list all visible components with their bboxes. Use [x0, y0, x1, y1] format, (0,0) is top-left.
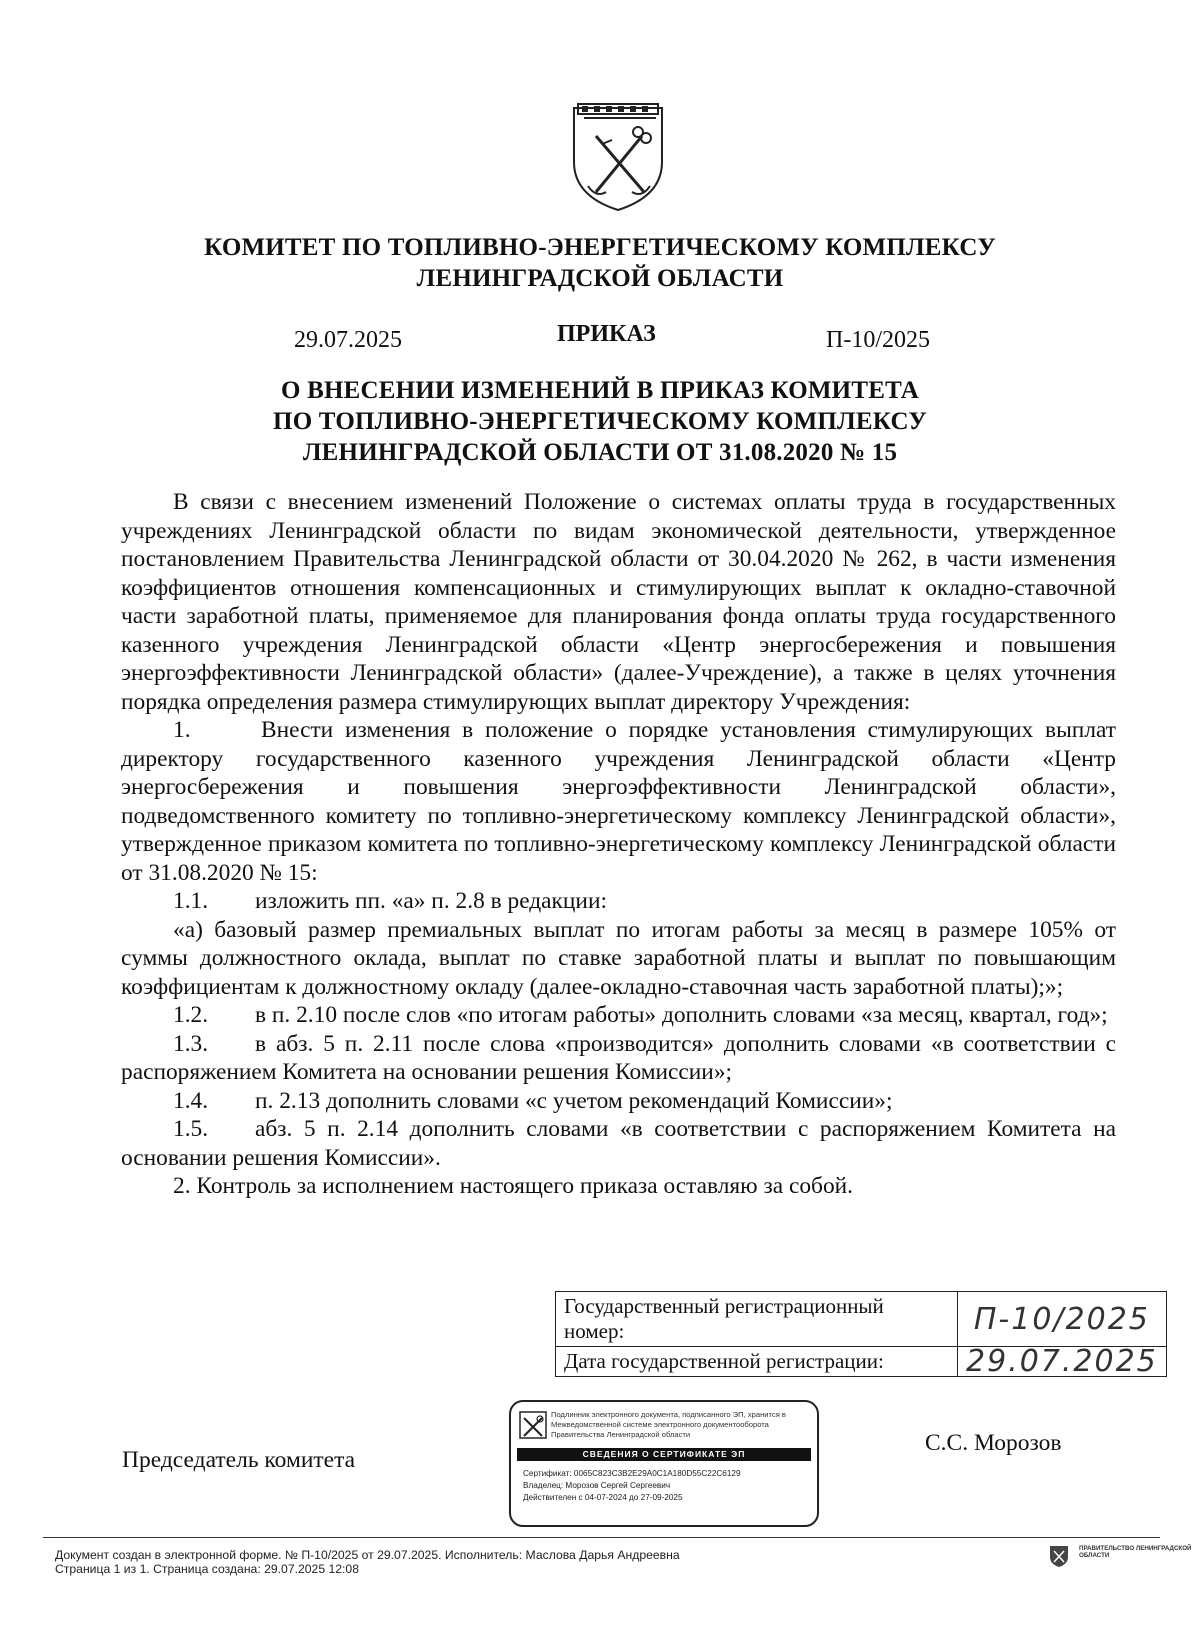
item-1-1	[121, 887, 1116, 916]
item-text: в абз. 5 п. 2.11 после слова «производится» дополнить словами «в соответствии с распоряжением Комитета на основании решения Комиссии»;	[121, 1030, 1116, 1085]
item-text: в п. 2.10 после слов «по итогам работы» дополнить словами «за месяц, квартал, год»;	[255, 1002, 1108, 1028]
preamble-paragraph: В связи с внесением изменений Положение о системах оплаты труда в государственных учреждениях Ленинградской области по видам экономической деятельности, утвержденное постановлением Правительства Ленинградской области от 30.04.2020 № 262, в части изменения коэффициентов отношения компенсационных и стимулирующих выплат к окладно-ставочной части заработной платы, применяемое для планирования фонда оплаты труда государственного казенного учреждения Ленинградской области «Центр энергосбережения и повышения энергоэффективности Ленинградской области» (далее-Учреждение), а также в целях уточнения порядка определения размера стимулирующих выплат директору Учреждения:	[121, 489, 1116, 715]
footer-info	[55, 1548, 680, 1576]
item-number: 1.2.	[173, 1002, 209, 1028]
registration-number-label: Государственный регистрационный номер:	[556, 1292, 958, 1347]
certificate-title: СВЕДЕНИЯ О СЕРТИФИКАТЕ ЭП	[517, 1448, 811, 1461]
certificate-serial: Сертификат: 0065C823C3B2E29A0C1A180D55C22C6129	[523, 1469, 741, 1478]
electronic-signature-stamp	[509, 1400, 819, 1527]
organization-name-line1: КОМИТЕТ ПО ТОПЛИВНО-ЭНЕРГЕТИЧЕСКОМУ КОМПЛЕКСУ	[204, 234, 996, 261]
registration-date-row	[556, 1347, 1167, 1377]
registration-date-value: 29.07.2025	[958, 1347, 1167, 1377]
coat-of-arms-emblem	[566, 100, 670, 212]
order-number: П-10/2025	[826, 327, 930, 353]
item-number: 1.1.	[173, 888, 209, 914]
item-1	[121, 716, 1116, 887]
registration-number-value: П-10/2025	[958, 1292, 1167, 1347]
item-text: Внести изменения в положение о порядке установления стимулирующих выплат директору государственного казенного учреждения Ленинградской области «Центр энергосбережения и повышения энергоэффективности Ленинградской области», подведомственного комитету по топливно-энергетическому комплексу Ленинградской области», утвержденное приказом комитета по топливно-энергетическому комплексу Ленинградской области от 31.08.2020 № 15:	[121, 717, 1116, 886]
item-number: 1.4.	[173, 1087, 209, 1114]
order-date: 29.07.2025	[294, 327, 402, 353]
subject-line1: О ВНЕСЕНИИ ИЗМЕНЕНИЙ В ПРИКАЗ КОМИТЕТА	[281, 377, 919, 404]
organization-title	[0, 232, 1200, 294]
item-1-5	[121, 1115, 1116, 1172]
subject-line2: ПО ТОПЛИВНО-ЭНЕРГЕТИЧЕСКОМУ КОМПЛЕКСУ	[273, 408, 927, 435]
signatory-position: Председатель комитета	[122, 1447, 356, 1473]
subject-line3: ЛЕНИНГРАДСКОЙ ОБЛАСТИ ОТ 31.08.2020 № 15	[302, 439, 898, 466]
signature-note: Подлинник электронного документа, подписанного ЭП, хранится в Межведомственной системе электронного документооборота Правительства Ленинградской области	[551, 1410, 786, 1439]
certificate-validity: Действителен с 04-07-2024 до 27-09-2025	[523, 1493, 683, 1502]
order-subject	[0, 375, 1200, 468]
item-text: изложить пп. «а» п. 2.8 в редакции:	[255, 888, 607, 914]
signatory-name: С.С. Морозов	[925, 1430, 1062, 1456]
item-1-2	[121, 1001, 1116, 1030]
item-2: 2. Контроль за исполнением настоящего приказа оставляю за собой.	[173, 1173, 854, 1199]
document-type-label: ПРИКАЗ	[557, 321, 656, 347]
item-text: п. 2.13 дополнить словами «с учетом рекомендаций Комиссии»;	[255, 1087, 893, 1114]
organization-name-line2: ЛЕНИНГРАДСКОЙ ОБЛАСТИ	[416, 265, 784, 292]
item-1-1-quote: «а) базовый размер премиальных выплат по итогам работы за месяц в размере 105% от суммы должностного оклада, выплат по ставке заработной платы и выплат по повышающим коэффициентам к должностному окладу (далее-окладно-ставочная часть заработной платы);»;	[121, 916, 1116, 1000]
certificate-owner: Владелец: Морозов Сергей Сергеевич	[523, 1481, 671, 1490]
item-number: 1.	[173, 717, 191, 743]
order-body	[121, 488, 1116, 1201]
footer-divider	[43, 1537, 1160, 1538]
registration-date-label: Дата государственной регистрации:	[556, 1347, 958, 1377]
footer-line2: Страница 1 из 1. Страница создана: 29.07.2025 12:08	[55, 1562, 359, 1576]
item-1-4	[121, 1087, 1116, 1116]
item-number: 1.3.	[173, 1030, 209, 1057]
item-text: абз. 5 п. 2.14 дополнить словами «в соответствии с распоряжением Комитета на основании решения Комиссии».	[121, 1116, 1116, 1171]
government-label: ПРАВИТЕЛЬСТВО ЛЕНИНГРАДСКОЙ ОБЛАСТИ	[1079, 1545, 1192, 1559]
item-1-3	[121, 1030, 1116, 1087]
emblem-icon	[518, 1410, 548, 1440]
registration-table	[555, 1291, 1167, 1377]
item-number: 1.5.	[173, 1116, 209, 1142]
footer-line1: Документ создан в электронной форме. № П-10/2025 от 29.07.2025. Исполнитель: Маслова Дарья Андреевна	[55, 1548, 680, 1562]
government-logo-icon	[1048, 1544, 1070, 1568]
registration-number-row	[556, 1292, 1167, 1347]
